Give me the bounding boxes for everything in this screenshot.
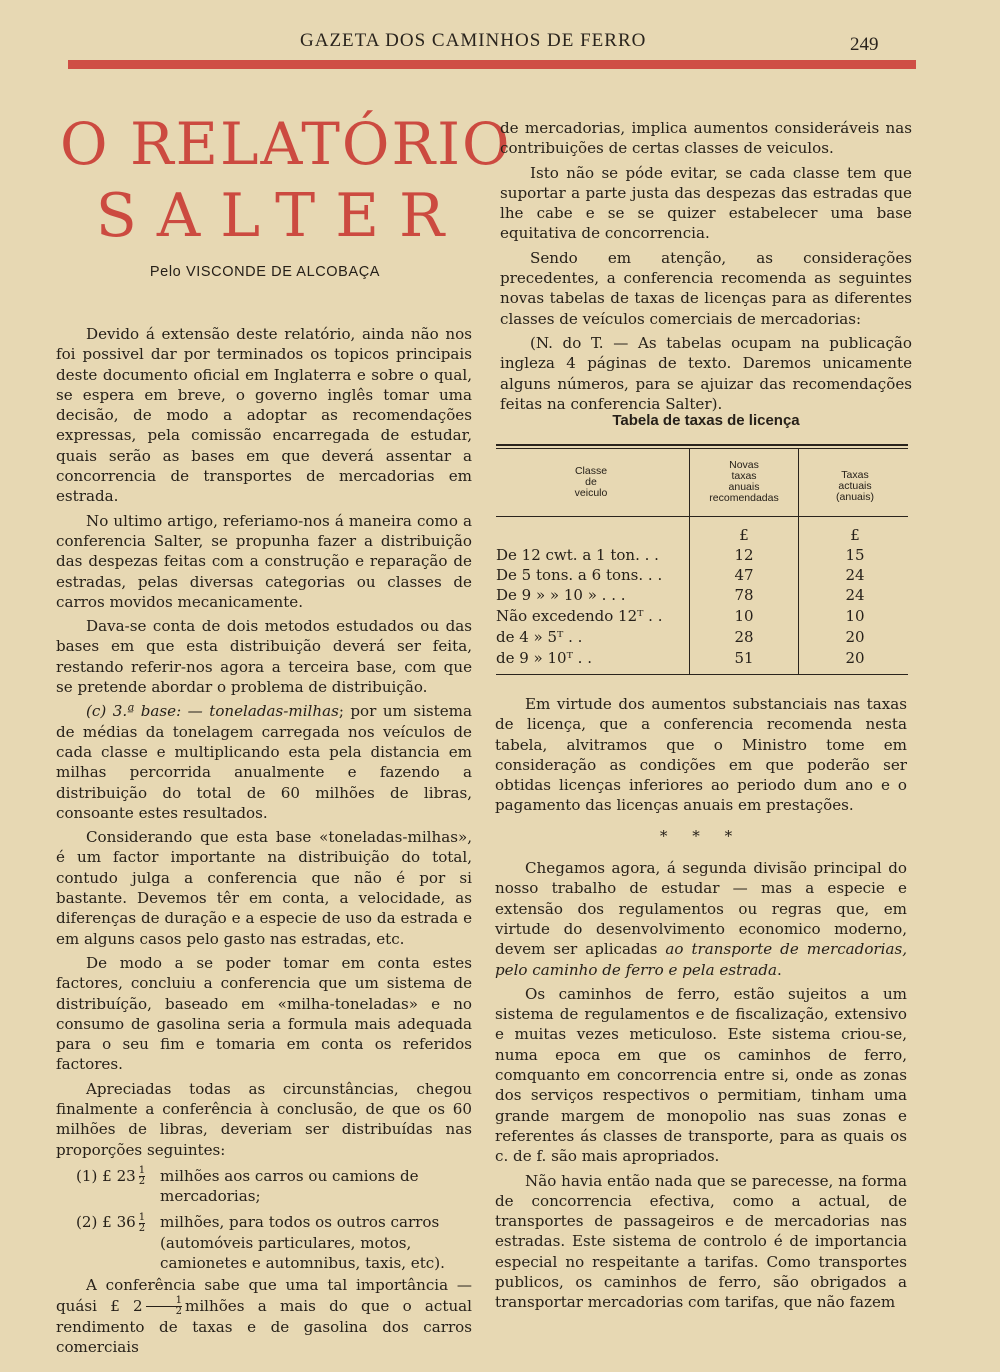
paragraph: Não havia então nada que se parecesse, na forma de concorrencia efectiva, como a actual, de transportes de passageiros e de mercadorias nas estradas. Este sistema de controlo é de importancia especial no respeitante a tarifas. Como transportes publicos, os caminhos de ferro, são obrigados a transportar mercadorias com tarifas, que não fazem: [495, 1171, 907, 1312]
fraction-numerator: 1: [146, 1296, 182, 1307]
header-line: Classe: [574, 465, 608, 477]
page-number: 249: [850, 34, 879, 55]
table-row: [496, 586, 908, 606]
table-header-rule: [496, 516, 908, 517]
paragraph: Apreciadas todas as circunstâncias, chegou finalmente a conferência à conclusão, de que os 60 milhões de libras, deveriam ser distribuídas nas proporções seguintes:: [56, 1079, 472, 1159]
column-header-class: [536, 466, 646, 499]
paragraph: de mercadorias, implica aumentos consideráveis nas contribuições de certas classes de veiculos.: [500, 119, 912, 158]
paragraph: Sendo em atenção, as considerações precedentes, a conferencia recomenda as seguintes novas tabelas de taxas de licenças para as diferentes classes de veículos comerciais de mercadorias:: [500, 248, 912, 328]
table-bottom-rule: [496, 674, 908, 675]
fraction-numerator: 1: [138, 1211, 146, 1223]
new-rate: 28: [734, 628, 754, 646]
table-row: [496, 546, 908, 566]
left-column: [56, 324, 472, 1362]
vehicle-class: De 12 cwt. a 1 ton. . .: [496, 546, 659, 564]
table-row: [496, 649, 908, 669]
paragraph: [56, 701, 472, 823]
actual-rate: 24: [845, 566, 865, 584]
header-line: actuais: [838, 480, 872, 492]
currency-symbol: £: [739, 526, 749, 544]
list-amount: (2) £ 36: [76, 1213, 136, 1232]
fraction-half: [139, 1213, 145, 1234]
header-line: Novas: [729, 459, 759, 471]
paragraph-fragment: ; por um sistema de médias da tonelagem carregada nos veículos de cada classe e multiplicando esta pela distancia em milhas percorrida anualmente e fazendo a distribuição do total de 60 milhões de libras, consoante estes resultados.: [56, 702, 472, 822]
currency-symbol: £: [850, 526, 860, 544]
list-item-text: milhões, para todos os outros carros (automóveis particulares, motos, camionetes e automnibus, taxis, etc).: [160, 1213, 445, 1273]
paragraph-fragment: A conferência sabe que uma tal importância — quási £ 2: [56, 1276, 472, 1315]
fraction-denominator: 2: [138, 1222, 146, 1234]
header-line: (anuais): [836, 491, 874, 503]
fraction-numerator: 1: [138, 1165, 146, 1177]
paragraph: Em virtude dos aumentos substanciais nas taxas de licença, que a conferencia recomenda nesta tabela, alvitramos que o Ministro tome em consideração as condições em que poderão ser obtidas licenças inferiores ao periodo dum ano e o pagamento das licenças anuais em prestações.: [495, 695, 907, 815]
table-currency-row: [496, 526, 908, 546]
right-column-top: [500, 118, 912, 418]
article-title-line-1: O RELATÓRIO: [60, 110, 512, 178]
actual-rate: 10: [845, 607, 865, 625]
header-line: veiculo: [574, 487, 608, 499]
fraction-denominator: 2: [175, 1306, 183, 1318]
table-row: [496, 607, 908, 627]
header-line: Taxas: [841, 469, 869, 481]
list-item: [56, 1212, 472, 1273]
license-tax-table: [496, 444, 908, 676]
article-title-line-2: SALTER: [95, 181, 465, 251]
vehicle-class: De 5 tons. a 6 tons. . .: [496, 566, 663, 584]
paragraph-italic: toneladas-milhas: [209, 702, 339, 721]
new-rate: 51: [734, 649, 754, 667]
list-item: [56, 1166, 472, 1207]
actual-rate: 15: [845, 546, 865, 564]
table-row: [496, 566, 908, 586]
new-rate: 47: [734, 566, 754, 584]
table-row: [496, 628, 908, 648]
list-item-number: [56, 1212, 160, 1273]
table-top-rule-thin: [496, 448, 908, 449]
article-title: [60, 108, 512, 252]
fraction-half: [146, 1296, 182, 1317]
paragraph-fragment: Chegamos agora, á segunda divisão principal do nosso trabalho de estudar — mas a especie e extensão dos regulamentos ou regras que, em virtude do desenvolvimento economico moderno, devem ser aplicadas: [495, 859, 907, 959]
fraction-denominator: 2: [138, 1176, 146, 1188]
vehicle-class: de 9 » 10ᵀ . .: [496, 649, 592, 667]
byline: Pelo VISCONDE DE ALCOBAÇA: [149, 264, 381, 280]
section-separator: * * *: [659, 826, 743, 845]
right-column-bottom: [495, 694, 907, 1317]
vehicle-class: Não excedendo 12ᵀ . .: [496, 607, 663, 625]
vehicle-class: De 9 » » 10 » . . .: [496, 586, 626, 604]
paragraph: Dava-se conta de dois metodos estudados ou das bases em que esta distribuição deverá ser feita, restando referir-nos agora a terceira base, com que se pretende abordar o problema de distribuição.: [56, 617, 472, 697]
paragraph: (N. do T. — As tabelas ocupam na publicação ingleza 4 páginas de texto. Daremos unicamente alguns números, para se ajuizar das recomendações feitas na conferencia Salter).: [500, 333, 912, 413]
header-line: anuais: [728, 481, 760, 493]
table-top-rule: [496, 444, 908, 446]
paragraph: De modo a se poder tomar em conta estes factores, concluiu a conferencia que um sistema de distribuíção, baseado em «milha-toneladas» e no consumo de gasolina seria a formula mais adequada para o seu fim e tomaria em conta os referidos factores.: [56, 953, 472, 1074]
vehicle-class: de 4 » 5ᵀ . .: [496, 628, 583, 646]
actual-rate: 24: [845, 586, 865, 604]
list-item-text: milhões aos carros ou camions de mercadorias;: [160, 1166, 419, 1206]
list-item-number: [56, 1166, 160, 1207]
header-line: recomendadas: [709, 492, 779, 504]
paragraph: Os caminhos de ferro, estão sujeitos a um sistema de regulamentos e de fiscalização, extensivo e muitas vezes meticuloso. Este sistema criou-se, numa epoca em que os caminhos de ferro, comquanto em concorrencia entre si, onde as zonas dos serviços respectivos o permitiam, tinham uma grande margem de monopolio nas suas zonas e referentes ás classes de transporte, para as quais os c. de f. são mais apropriados.: [495, 984, 907, 1166]
new-rate: 10: [734, 607, 754, 625]
table-title: Tabela de taxas de licença: [612, 412, 800, 429]
paragraph: [495, 858, 907, 980]
column-header-new-rates: [692, 460, 796, 504]
header-red-rule: [68, 60, 916, 69]
column-header-actual-rates: [802, 470, 908, 503]
actual-rate: 20: [845, 649, 865, 667]
list-amount: (1) £ 23: [76, 1166, 136, 1185]
new-rate: 12: [734, 546, 754, 564]
fraction-half: [139, 1166, 145, 1187]
paragraph-fragment: (c) 3.ª base: —: [86, 702, 203, 721]
paragraph: No ultimo artigo, referiamo-nos á maneira como a conferencia Salter, se propunha fazer a distribuição das despezas feitas com a construção e reparação de estradas, pelas diversas categorias ou classes de carros movidos mecanicamente.: [56, 511, 472, 611]
paragraph-italic: ao transporte de mercadorias, pelo caminho de ferro e pela estrada: [495, 940, 907, 979]
paragraph: [56, 1275, 472, 1357]
paragraph: Isto não se póde evitar, se cada classe tem que suportar a parte justa das despezas das estradas que lhe cabe e se se quizer estabelecer uma base equitativa de concorrencia.: [500, 163, 912, 243]
paragraph-fragment: .: [777, 960, 782, 979]
actual-rate: 20: [845, 628, 865, 646]
journal-title: GAZETA DOS CAMINHOS DE FERRO: [300, 30, 647, 51]
new-rate: 78: [734, 586, 754, 604]
paragraph: Considerando que esta base «toneladas-milhas», é um factor importante na distribuição do total, contudo julga a conferencia que não é por si bastante. Devemos têr em conta, a velocidade, as diferenças de duração e a especie de uso da estrada e em alguns casos pelo gasto nas estradas, etc.: [56, 828, 472, 948]
header-line: de: [585, 476, 597, 488]
paragraph-fragment: milhões a mais do que o actual rendimento de taxas e de gasolina dos carros comerciais: [56, 1296, 472, 1357]
running-head: [0, 30, 1000, 58]
header-line: taxas: [731, 470, 757, 482]
paragraph: Devido á extensão deste relatório, ainda não nos foi possivel dar por terminados os topicos principais deste documento oficial em Inglaterra e sobre o qual, se espera em breve, o governo inglês tomar uma decisão, de modo a adoptar as recomendações expressas, pela comissão encarregada de estudar, quais serão as bases em que deverá assentar a concorrencia de transportes de mercadorias em estrada.: [56, 325, 472, 506]
